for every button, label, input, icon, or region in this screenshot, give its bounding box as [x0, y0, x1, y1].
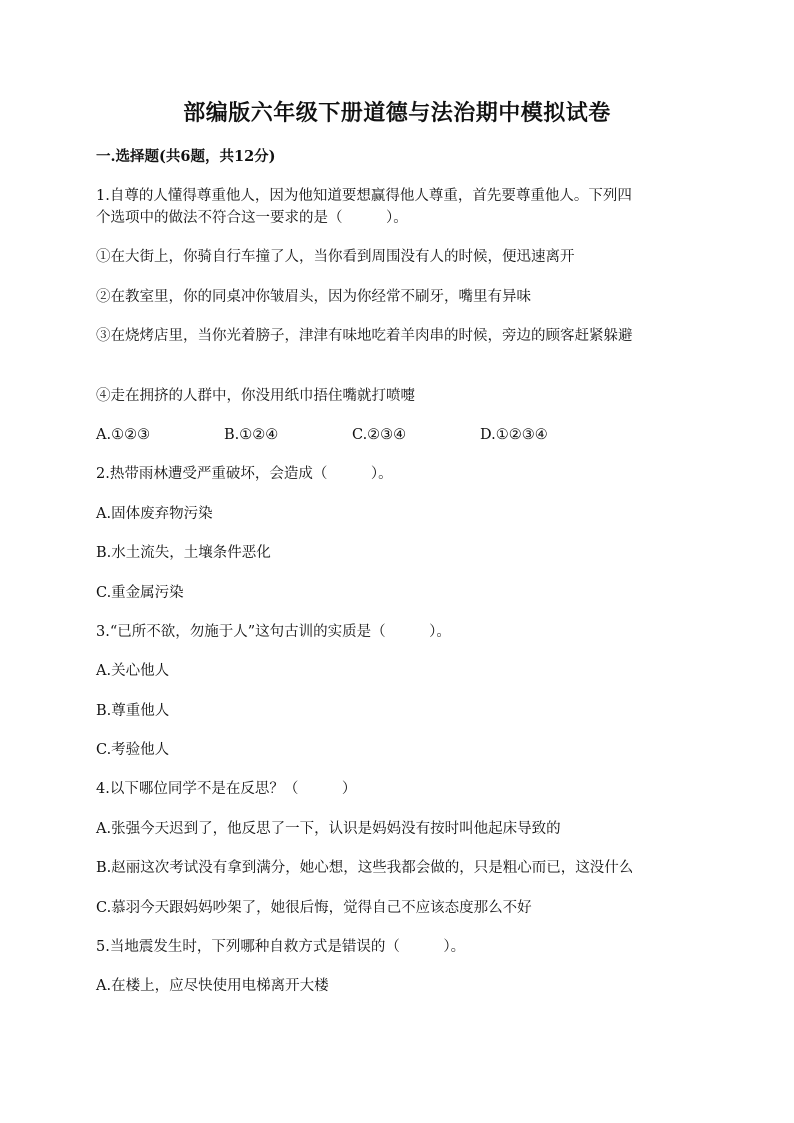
question-3-option-b: B.尊重他人 — [96, 703, 170, 719]
question-2-option-b: B.水土流失，土壤条件恶化 — [96, 545, 271, 561]
question-2-option-a: A.固体废弃物污染 — [96, 506, 213, 522]
question-2-option-c: C.重金属污染 — [96, 585, 184, 601]
question-2-stem: 2.热带雨林遭受严重破坏，会造成（ ）。 — [96, 466, 393, 482]
question-3-option-c: C.考验他人 — [96, 742, 170, 758]
question-5-option-a: A.在楼上，应尽快使用电梯离开大楼 — [96, 978, 329, 994]
question-5-stem: 5.当地震发生时，下列哪种自救方式是错误的（ ）。 — [96, 939, 466, 955]
question-1-stem-line-2: 个选项中的做法不符合这一要求的是（ ）。 — [96, 210, 408, 226]
question-4-option-c: C.慕羽今天跟妈妈吵架了，她很后悔，觉得自己不应该态度那么不好 — [96, 900, 532, 916]
question-1-option-b: B.①②④ — [224, 427, 279, 443]
page-title: 部编版六年级下册道德与法治期中模拟试卷 — [183, 100, 611, 126]
question-1-option-a: A.①②③ — [96, 427, 151, 443]
section-heading: 一.选择题(共6题，共12分) — [96, 148, 276, 165]
question-1-option-c: C.②③④ — [352, 427, 407, 443]
question-1-item-2: ②在教室里，你的同桌冲你皱眉头，因为你经常不刷牙，嘴里有异味 — [96, 289, 531, 305]
question-3-option-a: A.关心他人 — [96, 663, 170, 679]
question-3-stem: 3.“已所不欲，勿施于人”这句古训的实质是（ ）。 — [96, 624, 451, 640]
question-4-option-b: B.赵丽这次考试没有拿到满分，她心想，这些我都会做的，只是粗心而已，这没什么 — [96, 860, 634, 876]
question-1-item-3: ③在烧烤店里，当你光着膀子，津津有味地吃着羊肉串的时候，旁边的顾客赶紧躲避 — [96, 328, 633, 344]
question-1-option-d: D.①②③④ — [480, 427, 548, 443]
question-4-option-a: A.张强今天迟到了，他反思了一下，认识是妈妈没有按时叫他起床导致的 — [96, 821, 561, 837]
question-1-stem-line-1: 1.自尊的人懂得尊重他人，因为他知道要想赢得他人尊重，首先要尊重他人。下列四 — [96, 188, 632, 204]
question-4-stem: 4.以下哪位同学不是在反思？（ ） — [96, 781, 357, 797]
question-1-item-4: ④走在拥挤的人群中，你没用纸巾捂住嘴就打喷嚏 — [96, 388, 415, 404]
question-1-item-1: ①在大街上，你骑自行车撞了人，当你看到周围没有人的时候，便迅速离开 — [96, 249, 575, 265]
